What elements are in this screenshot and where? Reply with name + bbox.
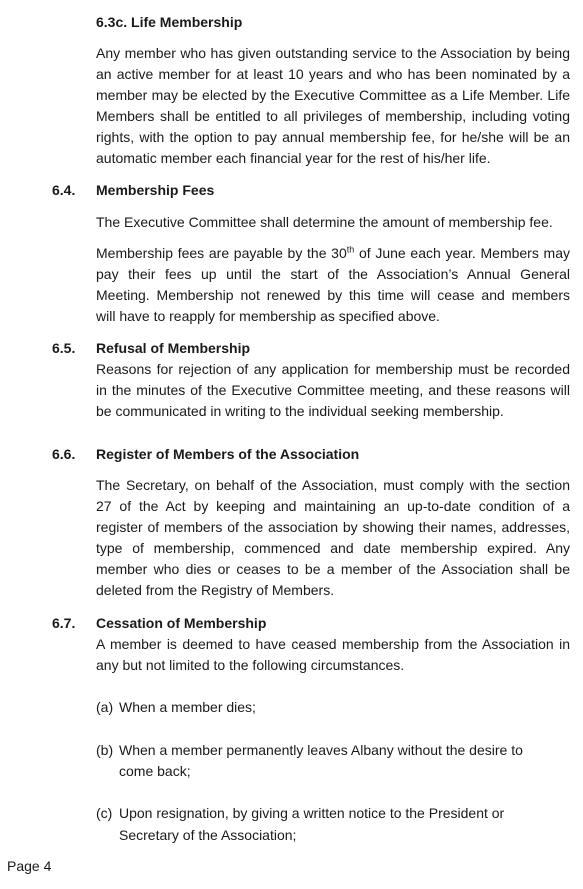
paragraph-line	[96, 244, 570, 262]
paragraph-line: 27 of the Act by keeping and maintaining an up-to-date condition of a	[96, 498, 570, 514]
section-6-6-heading: Register of Members of the Association	[96, 446, 360, 462]
section-6-7-heading: Cessation of Membership	[96, 615, 267, 631]
list-item-text-b: When a member permanently leaves Albany without the desire to	[119, 742, 523, 758]
section-6-4-paragraph-2	[96, 244, 570, 325]
section-6-5-number: 6.5.	[52, 340, 76, 356]
list-item-label-c: (c)	[96, 805, 113, 821]
list-item-text-c-cont: Secretary of the Association;	[119, 827, 297, 843]
paragraph-line: be communicated in writing to the individual seeking membership.	[96, 403, 504, 419]
paragraph-line: will have to reapply for membership as specified above.	[96, 308, 440, 324]
list-item-text-c: Upon resignation, by giving a written notice to the President or	[119, 805, 505, 821]
section-6-5-heading: Refusal of Membership	[96, 340, 251, 356]
paragraph-line: register of members of the association by showing their names, addresses,	[96, 519, 570, 535]
ordinal-superscript: th	[346, 244, 355, 255]
section-6-7-number: 6.7.	[52, 615, 76, 631]
paragraph-line: member may be elected by the Executive Committee as a Life Member. Life	[96, 87, 570, 103]
paragraph-line: member who dies or ceases to be a member of the Association shall be	[96, 561, 570, 577]
paragraph-line: Reasons for rejection of any application for membership must be recorded	[96, 361, 570, 377]
section-6-3c-body	[96, 44, 570, 167]
list-item-text-a: When a member dies;	[119, 699, 256, 715]
paragraph-line: deleted from the Registry of Members.	[96, 582, 335, 598]
text-run: of June each year. Members may	[354, 245, 570, 261]
paragraph-line: type of membership, commenced and date membership expired. Any	[96, 540, 570, 556]
paragraph-line: rights, with the option to pay annual membership fee, for he/she will be an	[96, 129, 570, 145]
section-6-5-body	[96, 360, 570, 420]
paragraph-line: pay their fees up until the start of the Association’s Annual General	[96, 266, 570, 282]
list-item-label-a: (a)	[96, 699, 114, 715]
paragraph-line: an active member for at least 10 years and who has been nominated by a	[96, 66, 570, 82]
section-6-4-heading: Membership Fees	[96, 182, 215, 198]
section-6-3c-heading: 6.3c. Life Membership	[96, 14, 243, 30]
section-6-7-body	[96, 635, 570, 674]
section-6-4-number: 6.4.	[52, 182, 76, 198]
paragraph-line: any but not limited to the following circumstances.	[96, 657, 405, 673]
page-number: Page 4	[7, 858, 52, 874]
section-6-6-body	[96, 476, 570, 599]
section-6-6-number: 6.6.	[52, 446, 76, 462]
paragraph-line: automatic member each financial year for the rest of his/her life.	[96, 150, 491, 166]
section-6-4-paragraph-1: The Executive Committee shall determine the amount of membership fee.	[96, 214, 553, 230]
list-item-label-b: (b)	[96, 742, 114, 758]
paragraph-line: Meeting. Membership not renewed by this time will cease and members	[96, 287, 570, 303]
paragraph-line: Any member who has given outstanding service to the Association by being	[96, 45, 570, 61]
list-item-text-b-cont: come back;	[119, 763, 191, 779]
paragraph-line: in the minutes of the Executive Committee meeting, and these reasons will	[96, 382, 570, 398]
paragraph-line: The Secretary, on behalf of the Association, must comply with the section	[96, 477, 570, 493]
paragraph-line: Members shall be entitled to all privileges of membership, including voting	[96, 108, 570, 124]
paragraph-line: A member is deemed to have ceased membership from the Association in	[96, 636, 570, 652]
text-run: Membership fees are payable by the 30	[96, 245, 347, 261]
